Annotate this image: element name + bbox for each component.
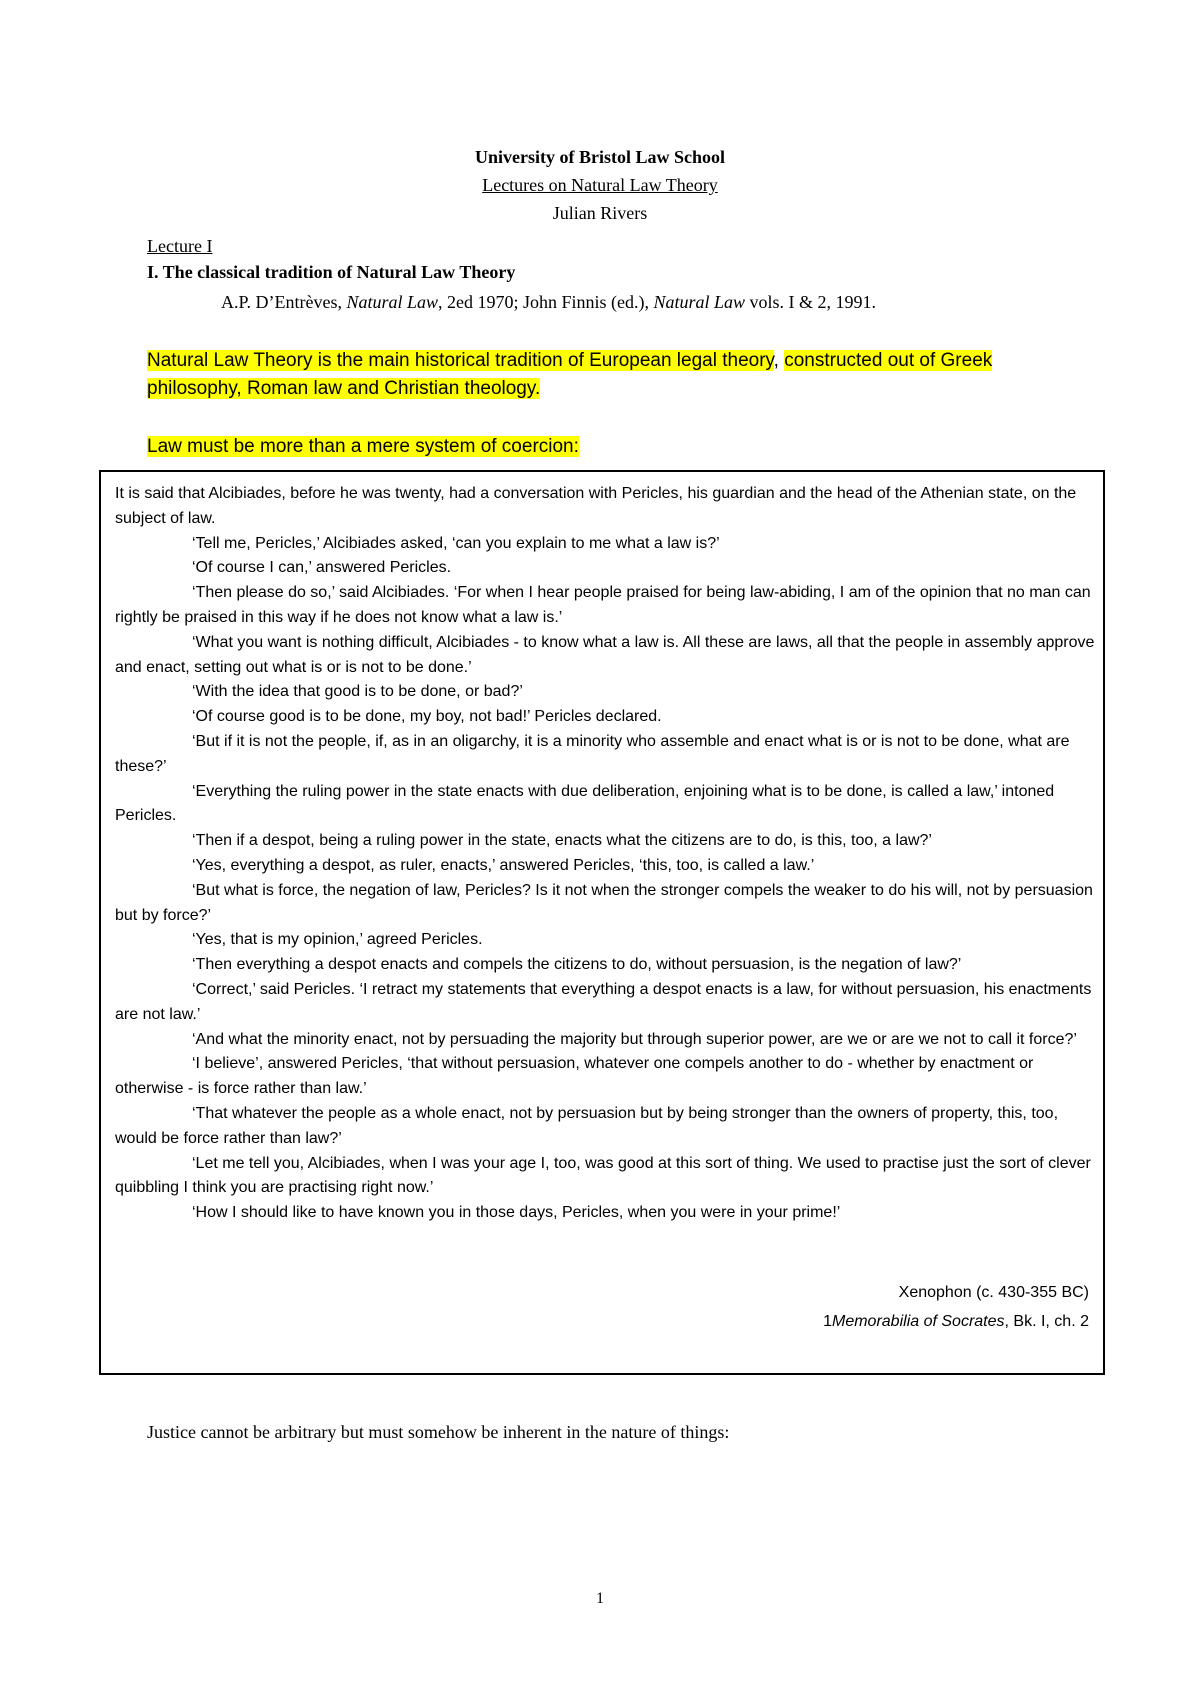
highlighted-text: Law must be more than a mere system of coercion: [147, 436, 579, 457]
dialogue-paragraph: ‘With the idea that good is to be done, or bad?’ [192, 683, 523, 701]
attribution-work-title: Memorabilia of Socrates [832, 1313, 1005, 1330]
dialogue-paragraph: ‘I believe’, answered Pericles, ‘that without persuasion, whatever one compels another to do - whether by enactment or otherwise - is force rather than law.’ [115, 1055, 1034, 1098]
dialogue-paragraph: ‘Then if a despot, being a ruling power in the state, enacts what the citizens are to do, is this, too, a law?’ [192, 832, 932, 850]
page-number: 1 [596, 1590, 604, 1607]
reference-text: A.P. D’Entrèves, [221, 292, 347, 312]
reference-book-title: Natural Law [653, 292, 746, 312]
institution-title: University of Bristol Law School [475, 147, 725, 167]
attribution-author: Xenophon (c. 430-355 BC) [898, 1284, 1089, 1301]
dialogue-paragraph: ‘Correct,’ said Pericles. ‘I retract my statements that everything a despot enacts is a law, for without persuasion, his enactments are not law.’ [115, 980, 1092, 1023]
justice-line: Justice cannot be arbitrary but must somehow be inherent in the nature of things: [147, 1422, 730, 1442]
quote-box [99, 470, 1105, 1375]
quote-attribution [823, 1278, 1089, 1336]
lecture-series-title: Lectures on Natural Law Theory [482, 175, 718, 195]
attribution-footnote-marker: 1 [823, 1313, 832, 1330]
dialogue-paragraph: ‘What you want is nothing difficult, Alcibiades - to know what a law is. All these are laws, all that the people in assembly approve and enact, setting out what is or is not to be done.’ [115, 633, 1095, 676]
references [221, 292, 876, 313]
reference-text: vols. I & 2, 1991. [745, 292, 877, 312]
coercion-heading [147, 436, 579, 458]
author-name: Julian Rivers [552, 203, 648, 223]
dialogue-paragraph: ‘How I should like to have known you in those days, Pericles, when you were in your prime!’ [192, 1204, 841, 1222]
dialogue-paragraph: ‘Everything the ruling power in the state enacts with due deliberation, enjoining what is to be done, is called a law,’ intoned Pericles. [115, 782, 1055, 825]
dialogue-paragraph: ‘And what the minority enact, not by persuading the majority but through superior power, are we or are we not to call it force?’ [192, 1030, 1077, 1048]
document-header [0, 143, 1200, 227]
reference-book-title: Natural Law [346, 292, 439, 312]
dialogue-paragraph: ‘Of course good is to be done, my boy, not bad!’ Pericles declared. [192, 708, 662, 726]
section-title: I. The classical tradition of Natural Law Theory [147, 262, 516, 282]
dialogue-paragraph: ‘Yes, everything a despot, as ruler, enacts,’ answered Pericles, ‘this, too, is called a law.’ [192, 856, 815, 874]
dialogue-paragraph: It is said that Alcibiades, before he was twenty, had a conversation with Pericles, his guardian and the head of the Athenian state, on the subject of law. [115, 485, 1077, 527]
dialogue-paragraph: ‘Of course I can,’ answered Pericles. [192, 559, 452, 577]
dialogue-paragraph: ‘That whatever the people as a whole enact, not by persuasion but by being stronger than the owners of property, this, too, would be force rather than law?’ [115, 1104, 1059, 1147]
intro-paragraph [147, 347, 1067, 403]
reference-text: , 2ed 1970; John Finnis (ed.), [438, 292, 654, 312]
dialogue-paragraph: ‘Then please do so,’ said Alcibiades. ‘For when I hear people praised for being law-abiding, I am of the opinion that no man can rightly be praised in this way if he does not know what a law is.’ [115, 584, 1091, 626]
dialogue-paragraph: ‘Let me tell you, Alcibiades, when I was your age I, too, was good at this sort of thing. We used to practise just the sort of clever quibbling I think you are practising right now.’ [115, 1154, 1091, 1197]
dialogue-paragraph: ‘But what is force, the negation of law, Pericles? Is it not when the stronger compels the weaker to do his will, not by persuasion but by force?’ [115, 881, 1093, 924]
highlighted-text: constructed out of Greek philosophy, Roman law and Christian theology. [147, 350, 993, 399]
dialogue-text [115, 482, 1095, 1226]
lecture-label: Lecture I [147, 236, 213, 256]
dialogue-paragraph: ‘But if it is not the people, if, as in an oligarchy, it is a minority who assemble and enact what is or is not to be done, what are these?’ [115, 732, 1070, 775]
attribution-location: , Bk. I, ch. 2 [1004, 1313, 1089, 1330]
dialogue-paragraph: ‘Tell me, Pericles,’ Alcibiades asked, ‘can you explain to me what a law is?’ [192, 534, 720, 552]
dialogue-paragraph: ‘Yes, that is my opinion,’ agreed Pericles. [192, 931, 483, 949]
separator-text: , [773, 350, 785, 371]
dialogue-paragraph: ‘Then everything a despot enacts and compels the citizens to do, without persuasion, is the negation of law?’ [192, 956, 962, 974]
highlighted-text: Natural Law Theory is the main historical tradition of European legal theory [147, 350, 774, 371]
